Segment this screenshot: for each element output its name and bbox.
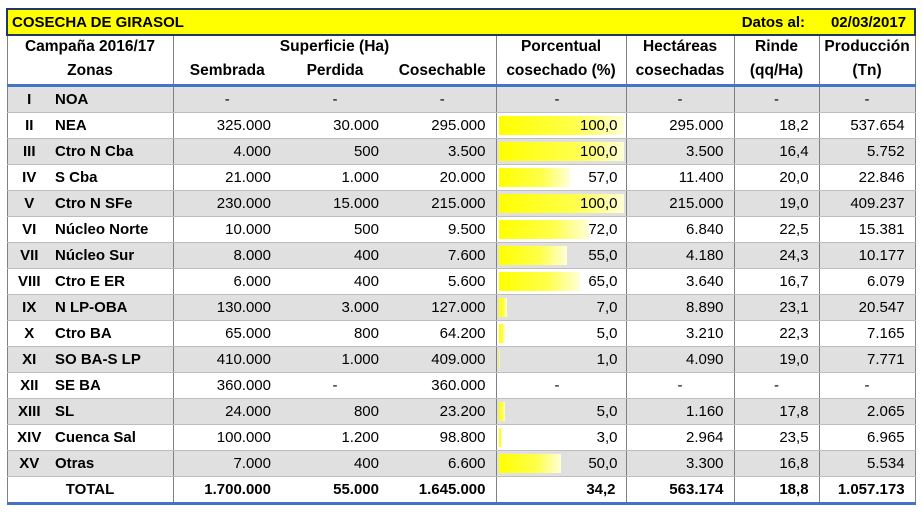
sembrada-cell: 4.000 — [173, 139, 281, 165]
table-row — [7, 217, 915, 243]
table-row — [7, 139, 915, 165]
cosechable-cell: 3.500 — [389, 139, 496, 165]
zone-name: Ctro N Cba — [51, 139, 173, 165]
zone-name: Cuenca Sal — [51, 425, 173, 451]
cosechable-cell: 295.000 — [389, 113, 496, 139]
produccion-cell: 537.654 — [819, 113, 915, 139]
table-row — [7, 321, 915, 347]
rinde-cell: - — [734, 86, 819, 113]
hectareas-cell: 3.500 — [626, 139, 734, 165]
header-produccion-unit: (Tn) — [819, 58, 915, 86]
perdida-cell: 15.000 — [281, 191, 389, 217]
table-body — [7, 86, 915, 477]
sembrada-cell: 10.000 — [173, 217, 281, 243]
pct-value: - — [554, 91, 560, 108]
table-row — [7, 373, 915, 399]
cosechable-cell: 98.800 — [389, 425, 496, 451]
superficie-header: Superficie (Ha) — [173, 35, 496, 58]
sembrada-cell: 130.000 — [173, 295, 281, 321]
zone-number: III — [7, 139, 51, 165]
produccion-cell: 22.846 — [819, 165, 915, 191]
zone-name: Ctro N SFe — [51, 191, 173, 217]
cosechable-cell: 7.600 — [389, 243, 496, 269]
cosechable-cell: 23.200 — [389, 399, 496, 425]
pct-value: 100,0 — [579, 143, 618, 160]
rinde-cell: 23,1 — [734, 295, 819, 321]
perdida-cell: 1.000 — [281, 347, 389, 373]
zone-name: Núcleo Norte — [51, 217, 173, 243]
total-hectareas: 563.174 — [626, 477, 734, 504]
header-porcentual-unit: cosechado (%) — [496, 58, 626, 86]
zone-name: NEA — [51, 113, 173, 139]
hectareas-cell: 4.180 — [626, 243, 734, 269]
pct-cell — [496, 243, 626, 269]
sembrada-cell: 230.000 — [173, 191, 281, 217]
produccion-cell: 7.771 — [819, 347, 915, 373]
pct-cell — [496, 425, 626, 451]
table-row — [7, 425, 915, 451]
cosechable-cell: 215.000 — [389, 191, 496, 217]
header-rinde-unit: (qq/Ha) — [734, 58, 819, 86]
total-produccion: 1.057.173 — [819, 477, 915, 504]
zone-number: VII — [7, 243, 51, 269]
zone-name: NOA — [51, 86, 173, 113]
zone-name: Ctro E ER — [51, 269, 173, 295]
pct-cell — [496, 113, 626, 139]
sembrada-cell: 6.000 — [173, 269, 281, 295]
pct-value: 55,0 — [588, 247, 618, 264]
perdida-cell: 500 — [281, 217, 389, 243]
perdida-cell: - — [281, 86, 389, 113]
hectareas-cell: 3.210 — [626, 321, 734, 347]
zone-name: S Cba — [51, 165, 173, 191]
rinde-cell: 16,4 — [734, 139, 819, 165]
report-title: COSECHA DE GIRASOL — [7, 9, 626, 35]
hectareas-cell: 3.640 — [626, 269, 734, 295]
hectareas-cell: - — [626, 86, 734, 113]
hectareas-cell: 215.000 — [626, 191, 734, 217]
zone-number: XV — [7, 451, 51, 477]
hectareas-cell: 4.090 — [626, 347, 734, 373]
sembrada-cell: 21.000 — [173, 165, 281, 191]
cosechable-cell: 9.500 — [389, 217, 496, 243]
produccion-cell: 6.079 — [819, 269, 915, 295]
perdida-cell: 400 — [281, 269, 389, 295]
hectareas-cell: 6.840 — [626, 217, 734, 243]
rinde-cell: 19,0 — [734, 191, 819, 217]
zone-name: SL — [51, 399, 173, 425]
pct-value: 50,0 — [588, 455, 618, 472]
perdida-cell: 3.000 — [281, 295, 389, 321]
header-produccion: Producción — [819, 35, 915, 58]
pct-value: 5,0 — [596, 325, 618, 342]
pct-cell — [496, 373, 626, 399]
perdida-cell: 400 — [281, 451, 389, 477]
cosechable-cell: 64.200 — [389, 321, 496, 347]
header-zonas: Zonas — [7, 58, 173, 86]
harvest-table — [6, 8, 916, 505]
pct-value: 100,0 — [579, 195, 618, 212]
perdida-cell: 1.200 — [281, 425, 389, 451]
date-label: Datos al: — [626, 9, 819, 35]
produccion-cell: 20.547 — [819, 295, 915, 321]
rinde-cell: 22,3 — [734, 321, 819, 347]
cosechable-cell: 360.000 — [389, 373, 496, 399]
produccion-cell: 5.534 — [819, 451, 915, 477]
rinde-cell: 22,5 — [734, 217, 819, 243]
pct-cell — [496, 191, 626, 217]
table-row — [7, 269, 915, 295]
table-row — [7, 113, 915, 139]
pct-value: 3,0 — [596, 429, 618, 446]
title-bar — [7, 9, 915, 35]
pct-cell — [496, 321, 626, 347]
header-cosechable: Cosechable — [389, 58, 496, 86]
total-cosechable: 1.645.000 — [389, 477, 496, 504]
table-row — [7, 191, 915, 217]
zone-name: SO BA-S LP — [51, 347, 173, 373]
total-rinde: 18,8 — [734, 477, 819, 504]
produccion-cell: - — [819, 86, 915, 113]
pct-value: 72,0 — [588, 221, 618, 238]
rinde-cell: 18,2 — [734, 113, 819, 139]
cosechable-cell: - — [389, 86, 496, 113]
perdida-cell: 500 — [281, 139, 389, 165]
pct-value: - — [554, 377, 560, 394]
zone-name: Otras — [51, 451, 173, 477]
pct-value: 100,0 — [579, 117, 618, 134]
produccion-cell: 5.752 — [819, 139, 915, 165]
table-row — [7, 347, 915, 373]
pct-value: 5,0 — [596, 403, 618, 420]
zone-number: II — [7, 113, 51, 139]
total-row — [7, 477, 915, 504]
date-value: 02/03/2017 — [819, 9, 915, 35]
cosechable-cell: 6.600 — [389, 451, 496, 477]
header-perdida: Perdida — [281, 58, 389, 86]
table-row — [7, 86, 915, 113]
sembrada-cell: 325.000 — [173, 113, 281, 139]
hectareas-cell: 2.964 — [626, 425, 734, 451]
cosechable-cell: 127.000 — [389, 295, 496, 321]
perdida-cell: 400 — [281, 243, 389, 269]
perdida-cell: 800 — [281, 399, 389, 425]
sembrada-cell: 7.000 — [173, 451, 281, 477]
perdida-cell: 30.000 — [281, 113, 389, 139]
zone-number: VIII — [7, 269, 51, 295]
zone-number: XI — [7, 347, 51, 373]
sembrada-cell: 410.000 — [173, 347, 281, 373]
header-row-1 — [7, 35, 915, 58]
zone-number: I — [7, 86, 51, 113]
produccion-cell: - — [819, 373, 915, 399]
sembrada-cell: 360.000 — [173, 373, 281, 399]
perdida-cell: - — [281, 373, 389, 399]
perdida-cell: 1.000 — [281, 165, 389, 191]
pct-cell — [496, 165, 626, 191]
zone-number: VI — [7, 217, 51, 243]
produccion-cell: 15.381 — [819, 217, 915, 243]
produccion-cell: 7.165 — [819, 321, 915, 347]
zone-name: Núcleo Sur — [51, 243, 173, 269]
zone-number: X — [7, 321, 51, 347]
table-row — [7, 165, 915, 191]
total-perdida: 55.000 — [281, 477, 389, 504]
pct-cell — [496, 399, 626, 425]
pct-cell — [496, 295, 626, 321]
produccion-cell: 10.177 — [819, 243, 915, 269]
total-sembrada: 1.700.000 — [173, 477, 281, 504]
pct-value: 7,0 — [596, 299, 618, 316]
table-row — [7, 295, 915, 321]
sembrada-cell: 65.000 — [173, 321, 281, 347]
pct-value: 65,0 — [588, 273, 618, 290]
zone-number: V — [7, 191, 51, 217]
pct-value: 57,0 — [588, 169, 618, 186]
header-hectareas-unit: cosechadas — [626, 58, 734, 86]
total-pct: 34,2 — [496, 477, 626, 504]
hectareas-cell: 3.300 — [626, 451, 734, 477]
zone-number: XII — [7, 373, 51, 399]
sembrada-cell: 100.000 — [173, 425, 281, 451]
table-row — [7, 243, 915, 269]
rinde-cell: 23,5 — [734, 425, 819, 451]
sembrada-cell: 24.000 — [173, 399, 281, 425]
rinde-cell: 19,0 — [734, 347, 819, 373]
zone-number: IV — [7, 165, 51, 191]
header-sembrada: Sembrada — [173, 58, 281, 86]
sembrada-cell: - — [173, 86, 281, 113]
pct-cell — [496, 451, 626, 477]
produccion-cell: 6.965 — [819, 425, 915, 451]
pct-cell — [496, 347, 626, 373]
cosechable-cell: 5.600 — [389, 269, 496, 295]
pct-cell — [496, 86, 626, 113]
hectareas-cell: 11.400 — [626, 165, 734, 191]
rinde-cell: 24,3 — [734, 243, 819, 269]
zone-number: XIII — [7, 399, 51, 425]
total-label: TOTAL — [7, 477, 173, 504]
rinde-cell: 20,0 — [734, 165, 819, 191]
zone-number: IX — [7, 295, 51, 321]
rinde-cell: - — [734, 373, 819, 399]
pct-cell — [496, 217, 626, 243]
zone-name: N LP-OBA — [51, 295, 173, 321]
header-hectareas: Hectáreas — [626, 35, 734, 58]
perdida-cell: 800 — [281, 321, 389, 347]
hectareas-cell: - — [626, 373, 734, 399]
table-row — [7, 451, 915, 477]
produccion-cell: 2.065 — [819, 399, 915, 425]
table-row — [7, 399, 915, 425]
pct-cell — [496, 269, 626, 295]
rinde-cell: 16,8 — [734, 451, 819, 477]
sembrada-cell: 8.000 — [173, 243, 281, 269]
rinde-cell: 17,8 — [734, 399, 819, 425]
produccion-cell: 409.237 — [819, 191, 915, 217]
cosechable-cell: 20.000 — [389, 165, 496, 191]
header-rinde: Rinde — [734, 35, 819, 58]
header-porcentual: Porcentual — [496, 35, 626, 58]
zone-name: Ctro BA — [51, 321, 173, 347]
hectareas-cell: 1.160 — [626, 399, 734, 425]
hectareas-cell: 8.890 — [626, 295, 734, 321]
zone-name: SE BA — [51, 373, 173, 399]
hectareas-cell: 295.000 — [626, 113, 734, 139]
header-row-2 — [7, 58, 915, 86]
pct-value: 1,0 — [596, 351, 618, 368]
harvest-report — [6, 8, 914, 505]
zone-number: XIV — [7, 425, 51, 451]
cosechable-cell: 409.000 — [389, 347, 496, 373]
pct-cell — [496, 139, 626, 165]
rinde-cell: 16,7 — [734, 269, 819, 295]
campaign-label: Campaña 2016/17 — [7, 35, 173, 58]
